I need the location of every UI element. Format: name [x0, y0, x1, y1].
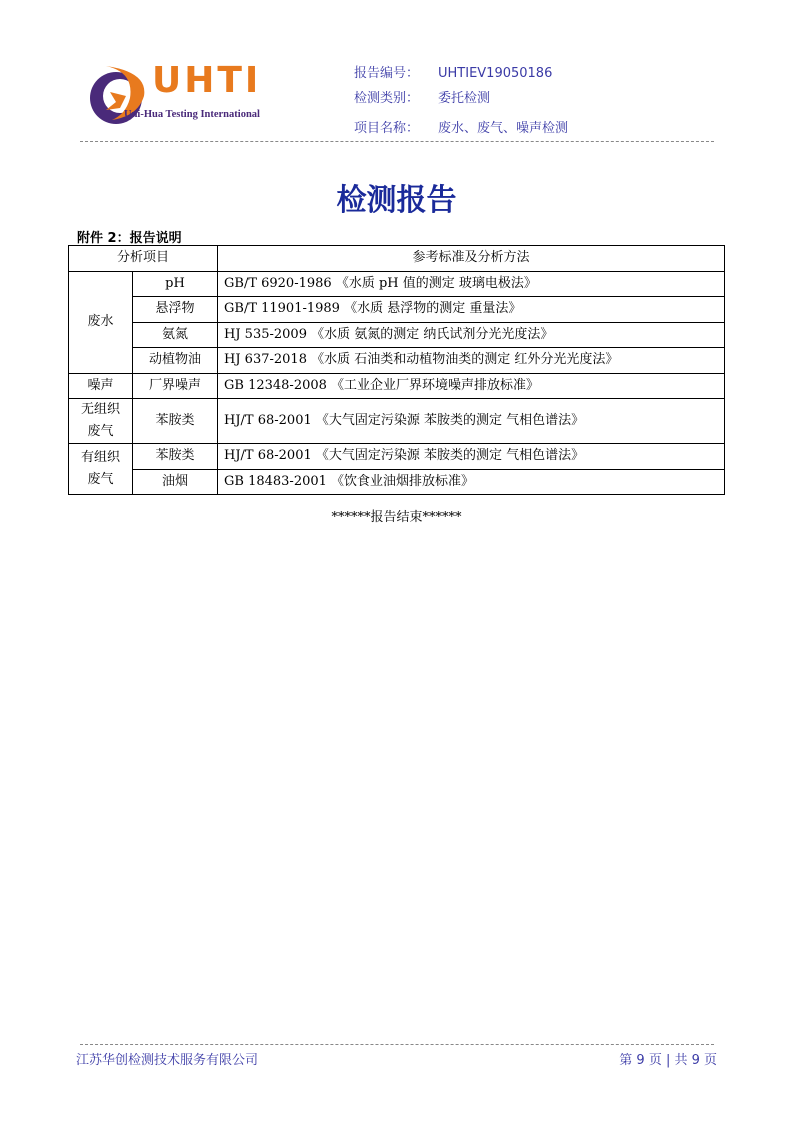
table-row [69, 444, 725, 470]
item-cell: 动植物油 [133, 348, 218, 374]
method-cell: GB/T 6920-1986 《水质 pH 值的测定 玻璃电极法》 [218, 271, 725, 297]
item-cell: 苯胺类 [133, 399, 218, 444]
item-cell: 苯胺类 [133, 444, 218, 470]
logo-tagline: Uni-Hua Testing International [124, 109, 260, 120]
method-cell: HJ 637-2018 《水质 石油类和动植物油类的测定 红外分光光度法》 [218, 348, 725, 374]
item-cell: pH [133, 271, 218, 297]
category-cell: 噪声 [69, 373, 133, 399]
item-cell: 氨氮 [133, 322, 218, 348]
header-analysis-item: 分析项目 [69, 246, 218, 272]
table-row [69, 297, 725, 323]
footer-divider [80, 1044, 714, 1045]
header-project-name: 项目名称： 废水、废气、噪声检测 [354, 121, 569, 136]
table-row [69, 469, 725, 495]
methods-table [68, 245, 725, 495]
table-row [69, 348, 725, 374]
category-cell: 废水 [69, 271, 133, 373]
method-cell: HJ 535-2009 《水质 氨氮的测定 纳氏试剂分光光度法》 [218, 322, 725, 348]
footer-company: 江苏华创检测技术服务有限公司 [76, 1053, 259, 1068]
item-cell: 厂界噪声 [133, 373, 218, 399]
page-title: 检测报告 [336, 183, 457, 218]
method-cell: HJ/T 68-2001 《大气固定污染源 苯胺类的测定 气相色谱法》 [218, 399, 725, 444]
method-cell: HJ/T 68-2001 《大气固定污染源 苯胺类的测定 气相色谱法》 [218, 444, 725, 470]
table-row [69, 322, 725, 348]
header-test-type: 检测类别： 委托检测 [354, 91, 491, 106]
header-divider [80, 141, 714, 142]
header-report-number: 报告编号： UHTIEV19050186 [354, 66, 553, 81]
report-end-marker: ******报告结束****** [331, 510, 462, 525]
method-cell: GB 12348-2008 《工业企业厂界环境噪声排放标准》 [218, 373, 725, 399]
header-standard-method: 参考标准及分析方法 [218, 246, 725, 272]
category-cell: 有组织 废气 [69, 444, 133, 495]
item-cell: 油烟 [133, 469, 218, 495]
table-row [69, 271, 725, 297]
table-row [69, 373, 725, 399]
attachment-heading: 附件 2：报告说明 [77, 231, 182, 246]
category-cell: 无组织 废气 [69, 399, 133, 444]
table-header-row [69, 246, 725, 272]
method-cell: GB 18483-2001 《饮食业油烟排放标准》 [218, 469, 725, 495]
footer-page-number: 第 9 页 | 共 9 页 [619, 1053, 717, 1068]
item-cell: 悬浮物 [133, 297, 218, 323]
table-row [69, 399, 725, 444]
logo-wordmark: UHTI [152, 60, 262, 101]
method-cell: GB/T 11901-1989 《水质 悬浮物的测定 重量法》 [218, 297, 725, 323]
